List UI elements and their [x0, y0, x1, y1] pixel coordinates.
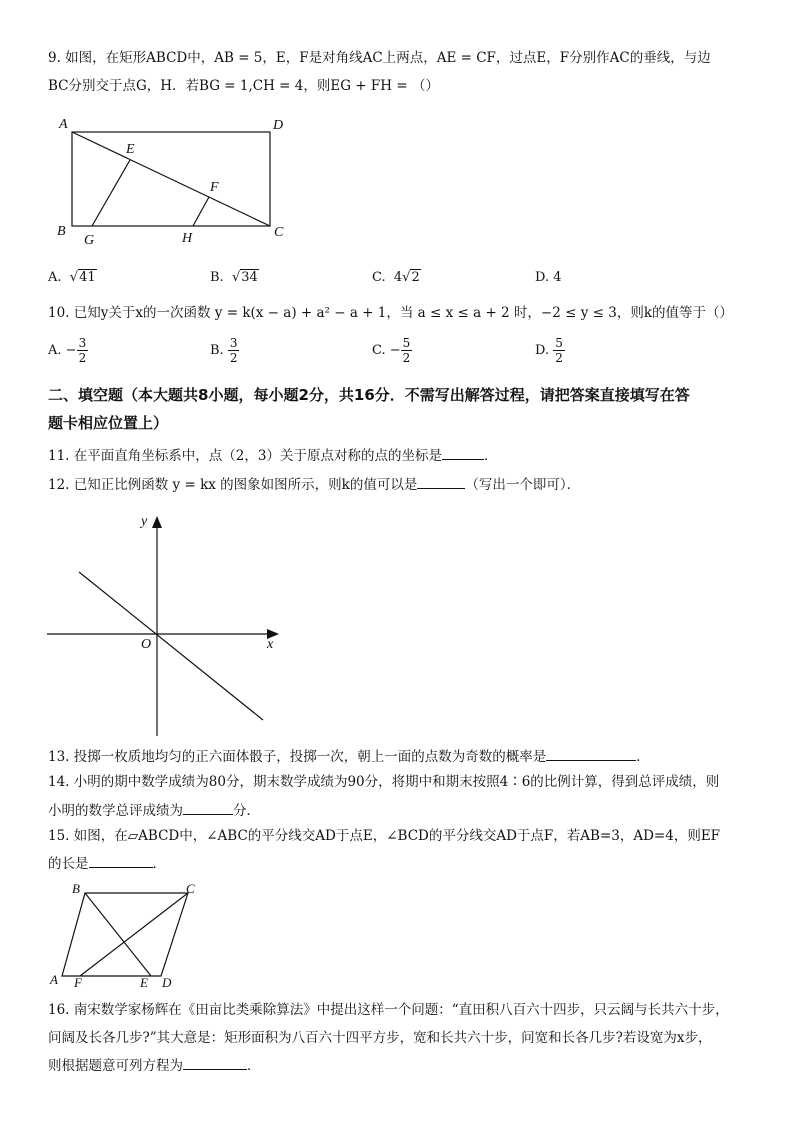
q9-option-c: [372, 268, 421, 288]
q16-answer-blank[interactable]: [183, 1055, 247, 1070]
q15-parallelogram-figure: [46, 880, 216, 992]
q9-option-b-radicand: 34: [241, 270, 258, 285]
label-b: B: [72, 881, 80, 896]
section-heading-line2: 题卡相应位置上）: [48, 414, 169, 432]
label-d: D: [162, 975, 172, 990]
q11-tail: ．: [483, 448, 498, 464]
q9-option-d: D. 4: [535, 270, 562, 285]
numerator: 5: [402, 336, 411, 350]
q10-option-d-prefix: D.: [535, 343, 550, 358]
q9-option-a-radicand: 41: [79, 270, 96, 285]
q15-answer-blank[interactable]: [89, 853, 153, 868]
denominator: 2: [402, 351, 411, 365]
diagonal-ac: [72, 132, 270, 226]
section-heading-line1: 二、填空题（本大题共8小题，每小题2分，共16分．不需写出解答过程，请把答案直接填写在答: [48, 386, 690, 404]
q16-text-line1: 16. 南宋数学家杨辉在《田亩比类乘除算法》中提出这样一个问题：“直田积八百六十四步，只云阔与长共六十步，: [48, 1002, 729, 1018]
q13-tail: ．: [636, 749, 650, 765]
numerator: 5: [555, 336, 563, 350]
q9-option-c-prefix: C.: [372, 270, 386, 285]
fraction: [553, 336, 565, 365]
q12-axes-figure: [45, 508, 285, 740]
q10-option-d: [535, 336, 565, 365]
perp-eg: [92, 160, 130, 226]
y-axis-arrow: [152, 516, 162, 528]
q9-rectangle-figure: [50, 108, 300, 248]
q10-option-a-prefix: A.: [48, 343, 62, 358]
q9-option-c-radicand: 2: [411, 270, 420, 285]
bisector-be: [85, 893, 151, 976]
q9-text-line2: BC分别交于点G，H．若BG = 1,CH = 4，则EG + FH = （）: [48, 78, 439, 94]
q11-answer-blank[interactable]: [442, 445, 484, 460]
q14-tail: 分．: [233, 803, 260, 819]
q14-text-line2: 小明的数学总评成绩为: [48, 803, 183, 819]
sqrt-sign: √: [402, 270, 411, 285]
q16-text-line2: 问阔及长各几步?”其大意是：矩形面积为八百六十四平方步，宽和长共六十步，问宽和长各几步?若设宽为x步，: [48, 1030, 712, 1046]
axis-label-y: y: [141, 514, 148, 529]
perp-fh: [193, 197, 209, 226]
q12-tail: （写出一个即可）．: [465, 477, 581, 493]
q10-text: 10. 已知y关于x的一次函数 y = k(x − a) + a² − a + 1，当 a ≤ x ≤ a + 2 时，−2 ≤ y ≤ 3，则k的值等于（）: [48, 305, 734, 321]
q15-text-line1: 15. 如图，在▱ABCD中，∠ABC的平分线交AD于点E，∠BCD的平分线交AD于点F，若AB=3，AD=4，则EF: [48, 828, 721, 844]
q12-answer-blank[interactable]: [417, 474, 465, 489]
q14-text-line1: 14. 小明的期中数学成绩为80分，期末数学成绩为90分，将期中和期末按照4∶6的比例计算，得到总评成绩，则: [48, 774, 720, 790]
q9-option-b-prefix: B.: [210, 270, 224, 285]
numerator: 3: [229, 336, 238, 350]
label-a: A: [50, 972, 58, 987]
q15-tail: ．: [152, 856, 166, 872]
denominator: 2: [555, 351, 563, 365]
q11: [48, 445, 497, 466]
q15-text-line2: 的长是: [48, 856, 89, 872]
q10-option-b: [210, 336, 239, 365]
function-line: [79, 572, 263, 720]
label-f: F: [210, 180, 219, 195]
fraction: [228, 336, 240, 365]
bisector-cf: [80, 893, 188, 976]
q10-option-a: [48, 336, 88, 365]
q14-line2: [48, 800, 260, 821]
fraction: [77, 336, 89, 365]
label-c: C: [274, 225, 284, 240]
q10-option-c-sign: −: [389, 343, 401, 358]
parallelogram-abcd: [62, 893, 188, 976]
origin-label: O: [141, 637, 152, 652]
q16-text-line3: 则根据题意可列方程为: [48, 1058, 183, 1074]
label-f: F: [74, 975, 82, 990]
label-b: B: [57, 224, 66, 239]
q16-tail: ．: [247, 1058, 261, 1074]
label-a: A: [59, 117, 68, 132]
q9-text-line1: 9. 如图，在矩形ABCD中，AB = 5，E，F是对角线AC上两点，AE = CF，过点E，F分别作AC的垂线，与边: [48, 50, 711, 66]
label-c: C: [186, 881, 195, 896]
q10-option-c-prefix: C.: [372, 343, 386, 358]
q15-line2: [48, 853, 166, 874]
sqrt-sign: √: [231, 270, 241, 285]
q13: [48, 746, 650, 767]
label-e: E: [140, 975, 148, 990]
sqrt-sign: √: [69, 270, 79, 285]
denominator: 2: [229, 351, 238, 365]
numerator: 3: [78, 336, 87, 350]
q10-option-b-prefix: B.: [210, 343, 224, 358]
label-h: H: [182, 231, 193, 246]
q10-option-a-sign: −: [65, 343, 77, 358]
q12-text: 12. 已知正比例函数 y = kx 的图象如图所示，则k的值可以是: [48, 477, 418, 493]
denominator: 2: [78, 351, 87, 365]
fraction: [401, 336, 413, 365]
q14-answer-blank[interactable]: [183, 800, 233, 815]
q9-option-a-prefix: A.: [48, 270, 62, 285]
q11-text: 11. 在平面直角坐标系中，点（2，3）关于原点对称的点的坐标是: [48, 448, 442, 464]
q9-option-a: [48, 268, 97, 288]
q9-option-c-coef: 4: [393, 270, 403, 285]
q12: [48, 474, 580, 495]
axis-label-x: x: [267, 637, 274, 652]
label-e: E: [126, 142, 135, 157]
q13-answer-blank[interactable]: [546, 746, 636, 761]
label-d: D: [273, 118, 284, 133]
label-g: G: [84, 233, 95, 248]
q13-text: 13. 投掷一枚质地均匀的正六面体骰子，投掷一次，朝上一面的点数为奇数的概率是: [48, 749, 547, 765]
q10-option-c: [372, 336, 412, 365]
q16-line3: [48, 1055, 261, 1076]
q9-option-b: [210, 268, 259, 288]
